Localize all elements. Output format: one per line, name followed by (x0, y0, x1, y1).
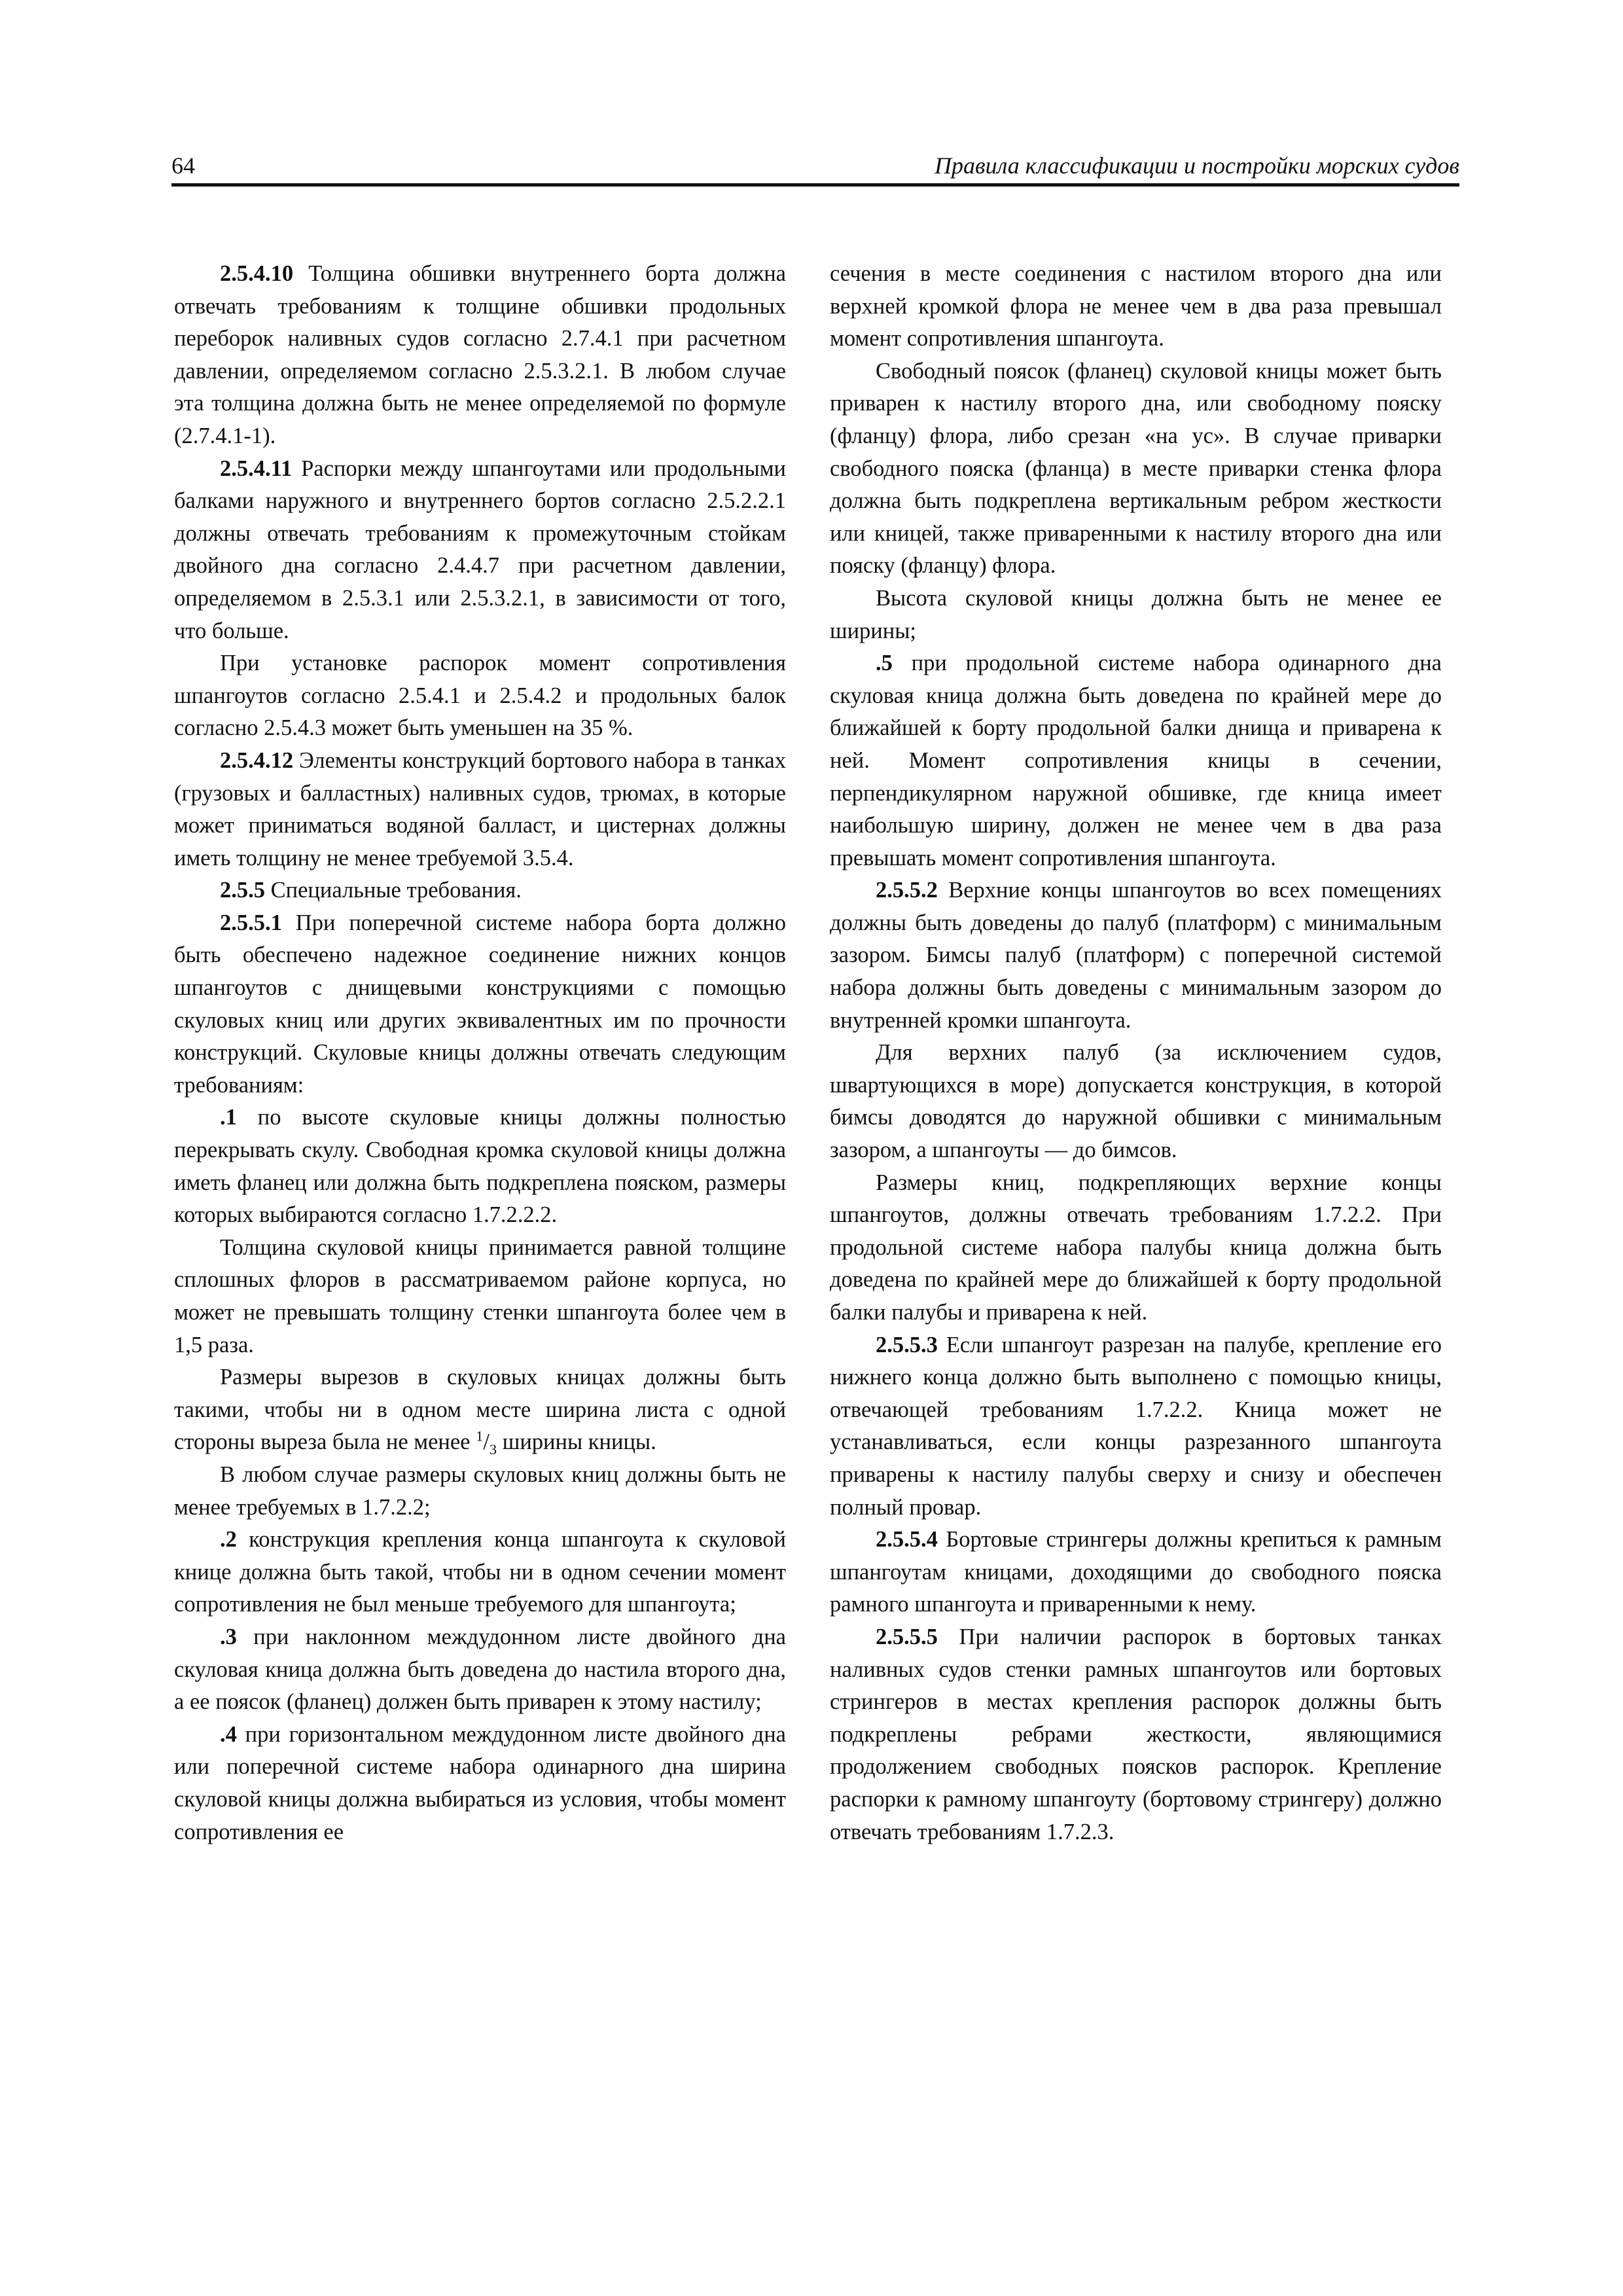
paragraph-text: Высота скуловой кницы должна быть не менее ее ширины; (830, 585, 1442, 643)
list-item-4 (174, 1719, 786, 1848)
paragraph-cutout-sizes: Размеры вырезов в скуловых кницах должны быть такими, чтобы ни в одном месте ширина листа с одной стороны выреза была не менее $^1/_3$ ширины кницы. (174, 1365, 786, 1458)
clause-number: 2.5.5.5 (876, 1624, 938, 1649)
running-title: Правила классификации и постройки морских судов (935, 152, 1459, 179)
section-heading-2-5-5 (174, 874, 786, 907)
paragraph-text: при продольной системе набора одинарного дна скуловая кница должна быть доведена по крайней мере до ближайшей к борту продольной балки днища и приварена к ней. Момент сопротивления кницы в сечении, перпендикулярном наружной обшивке, где кница имеет наибольшую ширину, должен не менее чем в два раза превышать момент сопротивления шпангоута. (830, 651, 1442, 870)
clause-number: 2.5.5 (220, 878, 265, 903)
paragraph-text: В любом случае размеры скуловых книц должны быть не менее требуемых в 1.7.2.2; (174, 1462, 786, 1520)
paragraph-text: по высоте скуловые кницы должны полностью перекрывать скулу. Свободная кромка скуловой кницы должна иметь фланец или должна быть подкреплена пояском, размеры которых выбираются согласно 1.7.2.2.2. (174, 1105, 786, 1228)
paragraph-continuation (830, 258, 1442, 355)
paragraph-text: Размеры вырезов в скуловых кницах должны быть такими, чтобы ни в одном месте ширина листа с одной стороны выреза была не менее (174, 1365, 786, 1455)
paragraph-text: Толщина скуловой кницы принимается равной толщине сплошных флоров в рассматриваемом районе корпуса, но может не превышать толщину стенки шпангоута более чем в 1,5 раза. (174, 1234, 786, 1357)
item-number: .3 (220, 1624, 237, 1649)
paragraph-bracket-height (830, 583, 1442, 647)
paragraph-text: при горизонтальном междудонном листе двойного дна или поперечной системе набора одинарного дна ширина скуловой кницы должна выбираться из условия, чтобы момент сопротивления ее (174, 1721, 786, 1844)
paragraph-text: Элементы конструкций бортового набора в танках (грузовых и балластных) наливных судов, трюмах, в которые может приниматься водяной балласт, и цистернах должны иметь толщину не менее требуемой 3.5.4. (174, 747, 786, 870)
paragraph-struts-reduction (174, 647, 786, 745)
list-item-2 (174, 1524, 786, 1621)
paragraph-text: Свободный поясок (фланец) скуловой кницы может быть приварен к настилу второго дна, или свободному пояску (фланцу) флора, либо срезан «на ус». В случае приварки свободного пояска (фланца) в месте приварки стенка флора должна быть подкреплена вертикальным ребром жесткости или кницей, также приваренными к настилу второго дна или пояску (фланцу) флора. (830, 358, 1442, 579)
clause-number: 2.5.5.2 (876, 878, 938, 903)
paragraph-text: ширины кницы. (497, 1429, 656, 1455)
clause-number: 2.5.5.1 (220, 910, 282, 935)
list-item-5 (830, 647, 1442, 874)
page-number: 64 (171, 152, 195, 179)
paragraph-text: Размеры книц, подкрепляющих верхние концы шпангоутов, должны отвечать требованиям 1.7.2.2. При продольной системе набора палубы кница должна быть доведена по крайней мере до ближайшей к борту продольной балки палубы и приварена к ней. (830, 1170, 1442, 1325)
paragraph-free-flange (830, 355, 1442, 583)
clause-number: 2.5.4.12 (220, 747, 294, 773)
item-number: .2 (220, 1527, 237, 1552)
paragraph-text: При поперечной системе набора борта должно быть обеспечено надежное соединение нижних концов шпангоутов с днищевыми конструкциями с помощью скуловых книц или других эквивалентных им по прочности конструкций. Скуловые кницы должны отвечать следующим требованиям: (174, 910, 786, 1098)
paragraph-2-5-5-1 (174, 907, 786, 1102)
list-item-3 (174, 1621, 786, 1719)
item-number: .4 (220, 1721, 237, 1747)
left-column (174, 258, 786, 1848)
paragraph-text: Верхние концы шпангоутов во всех помещениях должны быть доведены до палуб (платформ) с минимальным зазором. Бимсы палуб (платформ) с поперечной системой набора должны быть доведены с минимальным зазором до внутренней кромки шпангоута. (830, 878, 1442, 1033)
fraction-denominator: 3 (489, 1441, 497, 1458)
paragraph-bracket-thickness (174, 1232, 786, 1361)
paragraph-bracket-min-size (174, 1459, 786, 1524)
paragraph-2-5-5-2 (830, 874, 1442, 1037)
paragraph-2-5-4-12 (174, 745, 786, 874)
section-title: Специальные требования. (265, 878, 522, 903)
clause-number: 2.5.4.11 (220, 456, 293, 481)
paragraph-text: При наличии распорок в бортовых танках наливных судов стенки рамных шпангоутов или бортовых стрингеров в местах крепления распорок должны быть подкреплены ребрами жесткости, являющимися продолжением свободных поясков распорок. Крепление распорки к рамному шпангоуту (бортовому стрингеру) должно отвечать требованиям 1.7.2.3. (830, 1624, 1442, 1844)
right-column (830, 258, 1442, 1848)
paragraph-bracket-dimensions (830, 1167, 1442, 1329)
paragraph-2-5-4-10 (174, 258, 786, 453)
item-number: .5 (876, 651, 893, 676)
paragraph-text: При установке распорок момент сопротивления шпангоутов согласно 2.5.4.1 и 2.5.4.2 и продольных балок согласно 2.5.4.3 может быть уменьшен на 35 %. (174, 651, 786, 741)
clause-number: 2.5.5.3 (876, 1332, 938, 1357)
paragraph-2-5-5-3 (830, 1329, 1442, 1524)
page-header (171, 143, 1459, 187)
paragraph-upper-decks (830, 1037, 1442, 1166)
paragraph-text: Если шпангоут разрезан на палубе, крепление его нижнего конца должно быть выполнено с помощью кницы, отвечающей требованиям 1.7.2.2. Кница может не устанавливаться, если концы разрезанного шпангоута приварены к настилу палубы сверху и снизу и обеспечен полный провар. (830, 1332, 1442, 1520)
item-number: .1 (220, 1105, 237, 1130)
paragraph-text: сечения в месте соединения с настилом второго дна или верхней кромкой флора не менее чем в два раза превышал момент сопротивления шпангоута. (830, 261, 1442, 351)
list-item-1 (174, 1102, 786, 1231)
clause-number: 2.5.4.10 (220, 261, 294, 286)
paragraph-text: Толщина обшивки внутреннего борта должна отвечать требованиям к толщине обшивки продольных переборок наливных судов согласно 2.7.4.1 при расчетном давлении, определяемом согласно 2.5.3.2.1. В любом случае эта толщина должна быть не менее определяемой по формуле (2.7.4.1-1). (174, 261, 786, 448)
paragraph-text: Бортовые стрингеры должны крепиться к рамным шпангоутам кницами, доходящими до свободного пояска рамного шпангоута и приваренными к нему. (830, 1527, 1442, 1617)
fraction-numerator: 1 (476, 1427, 484, 1444)
paragraph-text: Распорки между шпангоутами или продольными балками наружного и внутреннего бортов согласно 2.5.2.2.1 должны отвечать требованиям к промежуточным стойкам двойного дна согласно 2.4.4.7 при расчетном давлении, определяемом в 2.5.3.1 или 2.5.3.2.1, в зависимости от того, что больше. (174, 456, 786, 643)
clause-number: 2.5.5.4 (876, 1527, 938, 1552)
paragraph-2-5-5-4 (830, 1524, 1442, 1621)
paragraph-2-5-5-5 (830, 1621, 1442, 1848)
paragraph-text: при наклонном междудонном листе двойного дна скуловая кница должна быть доведена до настила второго дна, а ее поясок (фланец) должен быть приварен к этому настилу; (174, 1624, 786, 1715)
paragraph-text: Для верхних палуб (за исключением судов, швартующихся в море) допускается конструкция, в которой бимсы доводятся до наружной обшивки с минимальным зазором, а шпангоуты — до бимсов. (830, 1040, 1442, 1163)
paragraph-2-5-4-11 (174, 453, 786, 648)
paragraph-text: конструкция крепления конца шпангоута к скуловой книце должна быть такой, чтобы ни в одном сечении момент сопротивления не был меньше требуемого для шпангоута; (174, 1527, 786, 1617)
